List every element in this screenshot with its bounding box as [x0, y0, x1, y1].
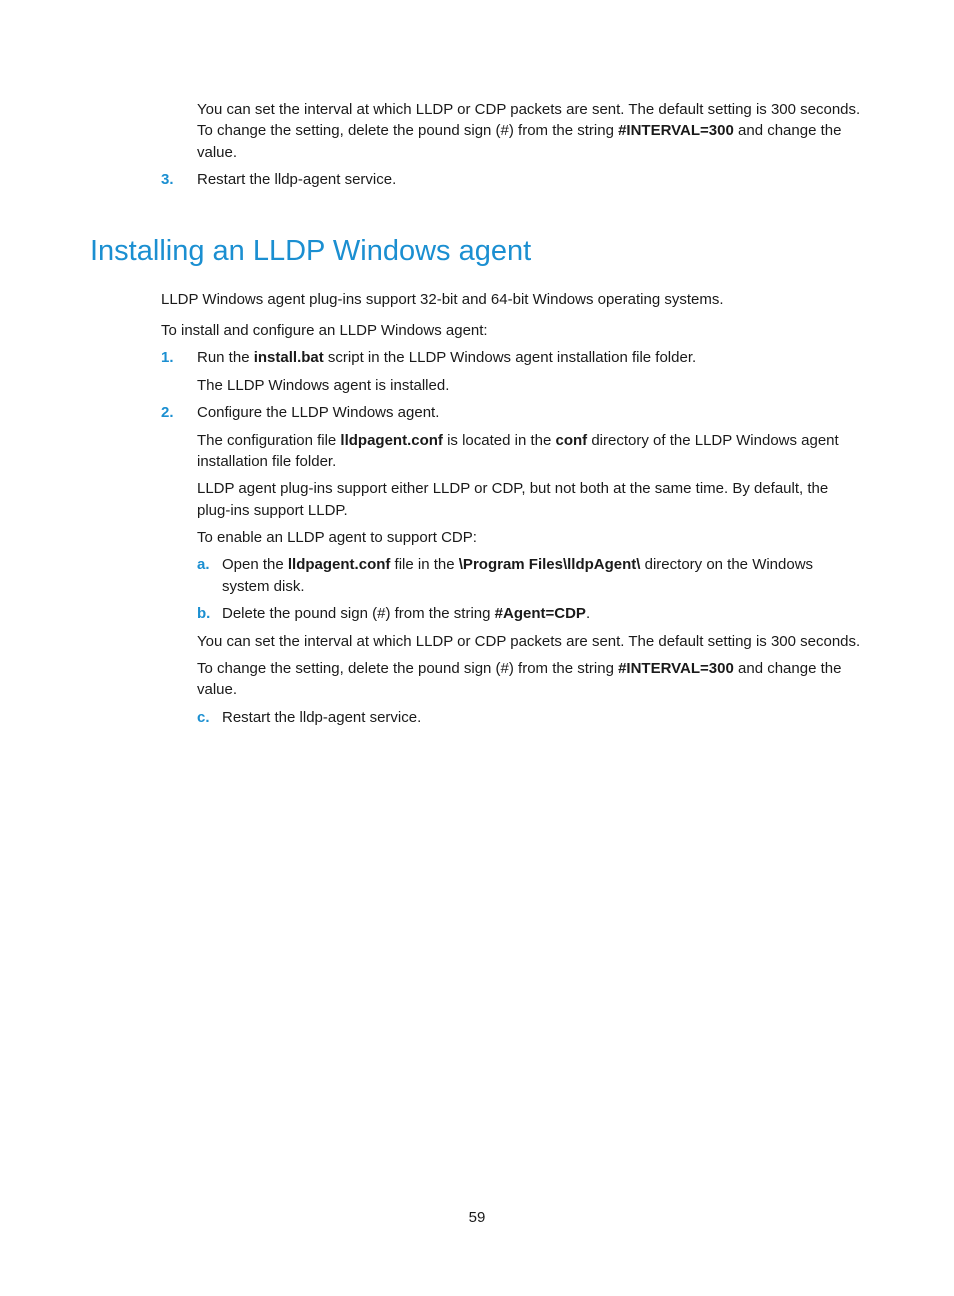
step-2-text: Configure the LLDP Windows agent. — [197, 404, 440, 421]
interval-note-line-1: You can set the interval at which LLDP or CDP packets are sent. The default setting is 300 seconds. — [197, 633, 861, 650]
substep-a-letter: a. — [197, 556, 210, 573]
text-run: Delete the pound sign (#) from the string — [222, 605, 495, 622]
step-1-number: 1. — [161, 349, 174, 366]
substep-a-line-2: system disk. — [222, 578, 305, 595]
text-run: directory of the LLDP Windows agent — [587, 432, 839, 449]
text-run: and change the — [733, 122, 842, 139]
interval-text-line-2 — [197, 120, 841, 142]
text-run: To change the setting, delete the pound sign (#) from the string — [197, 660, 619, 677]
substep-c-text: Restart the lldp-agent service. — [222, 709, 422, 726]
substep-c-letter: c. — [197, 709, 210, 726]
program-files-path: \Program Files\lldpAgent\ — [458, 556, 641, 573]
step-1-text — [197, 347, 696, 369]
config-filename: lldpagent.conf — [340, 432, 443, 449]
text-run: directory on the Windows — [640, 556, 814, 573]
install-bat-filename: install.bat — [253, 349, 324, 366]
interval-string: #INTERVAL=300 — [618, 660, 734, 677]
substep-a-line-1 — [222, 554, 813, 576]
config-file-line-1 — [197, 430, 839, 452]
enable-cdp-intro: To enable an LLDP agent to support CDP: — [197, 529, 477, 546]
config-file-line-2: installation file folder. — [197, 453, 337, 470]
substep-b-letter: b. — [197, 605, 211, 622]
text-run: To change the setting, delete the pound sign (#) from the string — [197, 122, 619, 139]
interval-text-line-3: value. — [197, 144, 238, 161]
substep-b-text — [222, 603, 590, 625]
agent-cdp-string: #Agent=CDP — [494, 605, 586, 622]
plugin-support-line-1: LLDP agent plug-ins support either LLDP or CDP, but not both at the same time. By default, the — [197, 480, 829, 497]
text-run: The configuration file — [197, 432, 341, 449]
text-run: Run the — [197, 349, 254, 366]
text-run: is located in the — [442, 432, 556, 449]
conf-directory: conf — [555, 432, 588, 449]
step-2-number: 2. — [161, 404, 174, 421]
interval-note-line-2 — [197, 658, 841, 680]
step-1-result: The LLDP Windows agent is installed. — [197, 377, 450, 394]
interval-note-line-3: value. — [197, 681, 238, 698]
intro-paragraph-2: To install and configure an LLDP Windows agent: — [161, 322, 488, 339]
page-number: 59 — [468, 1209, 486, 1226]
text-run: file in the — [390, 556, 459, 573]
interval-text-line-1: You can set the interval at which LLDP or CDP packets are sent. The default setting is 300 seconds. — [197, 101, 861, 118]
text-run: script in the LLDP Windows agent installation file folder. — [323, 349, 697, 366]
text-run: and change the — [733, 660, 842, 677]
plugin-support-line-2: plug-ins support LLDP. — [197, 502, 348, 519]
step-3-number: 3. — [161, 171, 174, 188]
text-run: Open the — [222, 556, 288, 573]
text-run: . — [585, 605, 591, 622]
section-heading: Installing an LLDP Windows agent — [90, 235, 532, 267]
intro-paragraph-1: LLDP Windows agent plug-ins support 32-bit and 64-bit Windows operating systems. — [161, 291, 724, 308]
config-filename: lldpagent.conf — [287, 556, 391, 573]
interval-string: #INTERVAL=300 — [618, 122, 734, 139]
step-3-text: Restart the lldp-agent service. — [197, 171, 397, 188]
